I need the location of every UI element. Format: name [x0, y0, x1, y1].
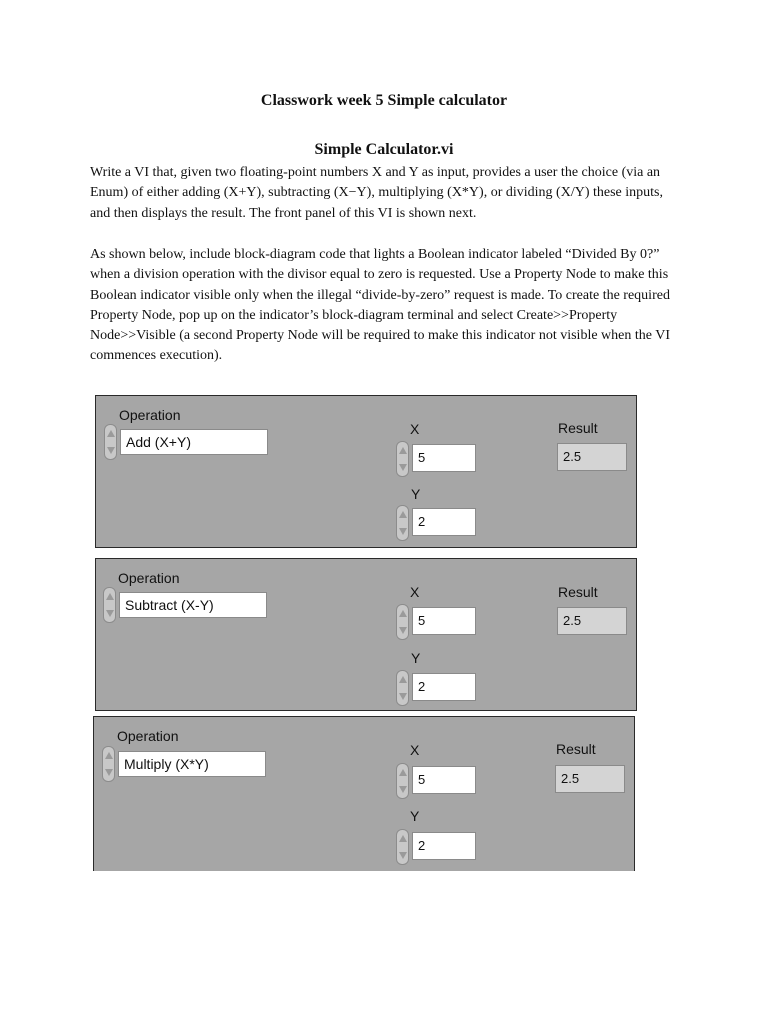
document-title: Classwork week 5 Simple calculator: [260, 92, 508, 109]
y-label: Y: [411, 650, 421, 666]
result-indicator: 2.5: [557, 607, 627, 635]
arrow-down-icon: [399, 627, 407, 634]
x-label: X: [410, 742, 420, 758]
y-input[interactable]: 2: [412, 832, 476, 860]
x-label: X: [410, 421, 420, 437]
result-label: Result: [558, 584, 598, 600]
front-panel-multiply: [93, 716, 635, 871]
operation-label: Operation: [119, 407, 181, 423]
x-spinner[interactable]: [396, 763, 409, 799]
document-subtitle: Simple Calculator.vi: [314, 141, 454, 158]
operation-enum[interactable]: Multiply (X*Y): [118, 751, 266, 777]
result-label: Result: [556, 741, 596, 757]
arrow-down-icon: [399, 528, 407, 535]
x-label: X: [410, 584, 420, 600]
arrow-up-icon: [399, 610, 407, 617]
operation-spinner[interactable]: [102, 746, 115, 782]
arrow-down-icon: [107, 447, 115, 454]
y-spinner[interactable]: [396, 670, 409, 706]
operation-label: Operation: [118, 570, 180, 586]
x-input[interactable]: 5: [412, 444, 476, 472]
x-input[interactable]: 5: [412, 607, 476, 635]
arrow-up-icon: [106, 593, 114, 600]
x-spinner[interactable]: [396, 441, 409, 477]
result-label: Result: [558, 420, 598, 436]
operation-spinner[interactable]: [104, 424, 117, 460]
y-label: Y: [411, 486, 421, 502]
y-input[interactable]: 2: [412, 673, 476, 701]
arrow-down-icon: [106, 610, 114, 617]
paragraph-intro: Write a VI that, given two floating-point numbers X and Y as input, provides a user the choice (via an Enum) of either adding (X+Y), subtracting (X−Y), multiplying (X*Y), or dividing (X/Y) these inputs, and then displays the result. The front panel of this VI is shown next.: [90, 165, 663, 221]
y-spinner[interactable]: [396, 505, 409, 541]
operation-enum[interactable]: Subtract (X-Y): [119, 592, 267, 618]
front-panel-add: [95, 395, 637, 548]
operation-spinner[interactable]: [103, 587, 116, 623]
arrow-down-icon: [105, 769, 113, 776]
arrow-up-icon: [399, 511, 407, 518]
x-input[interactable]: 5: [412, 766, 476, 794]
arrow-down-icon: [399, 786, 407, 793]
arrow-down-icon: [399, 852, 407, 859]
y-spinner[interactable]: [396, 829, 409, 865]
arrow-up-icon: [399, 835, 407, 842]
result-indicator: 2.5: [557, 443, 627, 471]
arrow-up-icon: [399, 447, 407, 454]
paragraph-instructions: As shown below, include block-diagram code that lights a Boolean indicator labeled “Divided By 0?” when a division operation with the divisor equal to zero is requested. Use a Property Node to make this Boolean indicator visible only when the illegal “divide-by-zero” request is made. To create the required Property Node, pop up on the indicator’s block-diagram terminal and select Create>>Property Node>>Visible (a second Property Node will be required to make this indicator not visible when the VI commences execution).: [90, 247, 671, 364]
arrow-up-icon: [399, 676, 407, 683]
arrow-down-icon: [399, 464, 407, 471]
arrow-down-icon: [399, 693, 407, 700]
arrow-up-icon: [107, 430, 115, 437]
arrow-up-icon: [105, 752, 113, 759]
operation-enum[interactable]: Add (X+Y): [120, 429, 268, 455]
y-input[interactable]: 2: [412, 508, 476, 536]
result-indicator: 2.5: [555, 765, 625, 793]
front-panel-subtract: [95, 558, 637, 711]
operation-label: Operation: [117, 728, 179, 744]
x-spinner[interactable]: [396, 604, 409, 640]
arrow-up-icon: [399, 769, 407, 776]
y-label: Y: [410, 808, 420, 824]
